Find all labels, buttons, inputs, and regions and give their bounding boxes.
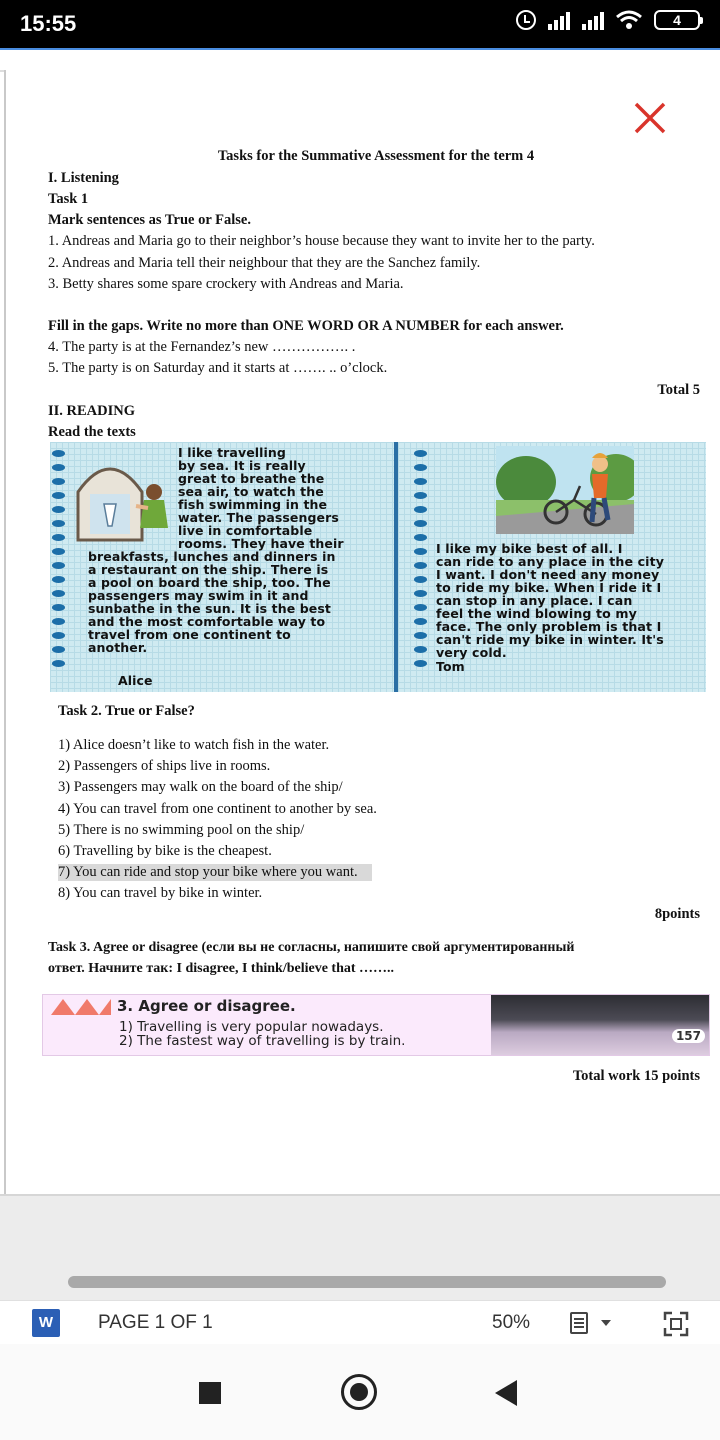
- decorative-dots: [52, 450, 65, 667]
- task3-heading-line2: ответ. Начните так: I disagree, I think/believe that ……..: [48, 961, 395, 976]
- alice-column: [50, 442, 400, 692]
- back-button[interactable]: [495, 1380, 517, 1406]
- list-item: 1. Andreas and Maria go to their neighbor’s house because they want to invite her to the party.: [48, 233, 595, 249]
- list-item: 5. The party is on Saturday and it starts at ……. .. o’clock.: [48, 360, 388, 376]
- task2-heading: Task 2. True or False?: [58, 703, 195, 719]
- page-layout-icon[interactable]: [570, 1312, 588, 1334]
- alice-text-top: I like travelling by sea. It is really great to breathe the sea air, to watch the fish swimming in the water. The passengers live in comfortable rooms. They have their: [178, 445, 344, 551]
- task3-image: [42, 994, 710, 1056]
- chevron-down-icon[interactable]: [601, 1320, 611, 1326]
- task1-instruction: Mark sentences as True or False.: [48, 212, 251, 228]
- task3-heading: Task 3. Agree or disagree (если вы не согласны, напишите свой аргументированный: [48, 940, 575, 955]
- reading-divider: [394, 442, 398, 692]
- ship-window-illustration: [70, 452, 170, 542]
- task3-image-item: 2) The fastest way of travelling is by train.: [119, 1033, 406, 1049]
- list-item: 8) You can travel by bike in winter.: [58, 885, 263, 901]
- task2-points: 8points: [654, 906, 700, 922]
- system-nav-bar: [0, 1344, 720, 1440]
- bike-boy-illustration: [496, 446, 634, 534]
- signal-icon: [548, 10, 570, 30]
- status-icons: [516, 10, 700, 30]
- list-item: 2) Passengers of ships live in rooms.: [58, 758, 271, 774]
- viewer-top-strip: [0, 48, 720, 70]
- status-time: 15:55: [20, 11, 77, 36]
- recents-button[interactable]: [199, 1382, 221, 1404]
- total-work: Total work 15 points: [572, 1068, 700, 1084]
- list-item: 4. The party is at the Fernandez’s new ……………. .: [48, 339, 356, 355]
- task3-image-item: 1) Travelling is very popular nowadays.: [119, 1019, 384, 1035]
- list-item: 5) There is no swimming pool on the ship/: [58, 822, 305, 838]
- signal-icon-2: [582, 10, 604, 30]
- document-title: Tasks for the Summative Assessment for the term 4: [217, 148, 535, 164]
- tom-name: Tom: [436, 659, 465, 674]
- zoom-level[interactable]: 50%: [492, 1312, 531, 1333]
- list-item-highlighted[interactable]: 7) You can ride and stop your bike where you want.: [58, 864, 372, 881]
- alice-name: Alice: [118, 673, 153, 688]
- word-app-icon: W: [32, 1309, 60, 1337]
- fill-instruction: Fill in the gaps. Write no more than ONE WORD OR A NUMBER for each answer.: [48, 318, 564, 334]
- list-item: 6) Travelling by bike is the cheapest.: [58, 843, 272, 859]
- train-illustration: [491, 995, 710, 1056]
- book-page-number: 157: [672, 1029, 705, 1043]
- tom-column: [402, 442, 706, 692]
- horizontal-scrollbar[interactable]: [68, 1276, 666, 1288]
- list-item: 4) You can travel from one continent to another by sea.: [58, 801, 377, 817]
- list-item: 1) Alice doesn’t like to watch fish in the water.: [58, 737, 330, 753]
- document-page[interactable]: [4, 70, 720, 1194]
- task3-image-heading: 3. Agree or disagree.: [117, 997, 296, 1015]
- viewer-toolbar: [0, 1300, 720, 1344]
- reading-panel: [50, 442, 706, 692]
- close-icon[interactable]: [630, 98, 670, 138]
- battery-icon: 4: [654, 10, 700, 30]
- task1-heading: Task 1: [48, 191, 89, 207]
- decorative-banner-icon: [51, 999, 111, 1015]
- page-indicator: PAGE 1 OF 1: [98, 1312, 213, 1333]
- listening-heading: I. Listening: [48, 170, 119, 186]
- listening-total: Total 5: [657, 382, 700, 398]
- tom-text: I like my bike best of all. I can ride to any place in the city I want. I don't need any money to ride my bike. When I ride it I can stop in any place. I can feel the wind blowing to my face. The only problem is that I can't ride my bike in winter. It's very cold.: [436, 541, 665, 660]
- home-button[interactable]: [341, 1374, 377, 1410]
- alice-text-bottom: breakfasts, lunches and dinners in a restaurant on the ship. There is a pool on board the ship, too. The passengers may swim in it and sunbathe in the sun. It is the best and the most comfortable way to travel from one continent to another.: [88, 549, 336, 655]
- list-item: 3) Passengers may walk on the board of the ship/: [58, 779, 343, 795]
- decorative-dots: [414, 450, 427, 667]
- list-item: 3. Betty shares some spare crockery with Andreas and Maria.: [48, 276, 404, 292]
- reading-heading: II. READING: [48, 403, 136, 419]
- list-item: 2. Andreas and Maria tell their neighbour that they are the Sanchez family.: [48, 255, 481, 271]
- reading-instruction: Read the texts: [48, 424, 136, 440]
- status-bar: [0, 0, 720, 48]
- fullscreen-icon[interactable]: [663, 1311, 689, 1337]
- wifi-icon: [616, 10, 642, 30]
- alarm-icon: [516, 10, 536, 30]
